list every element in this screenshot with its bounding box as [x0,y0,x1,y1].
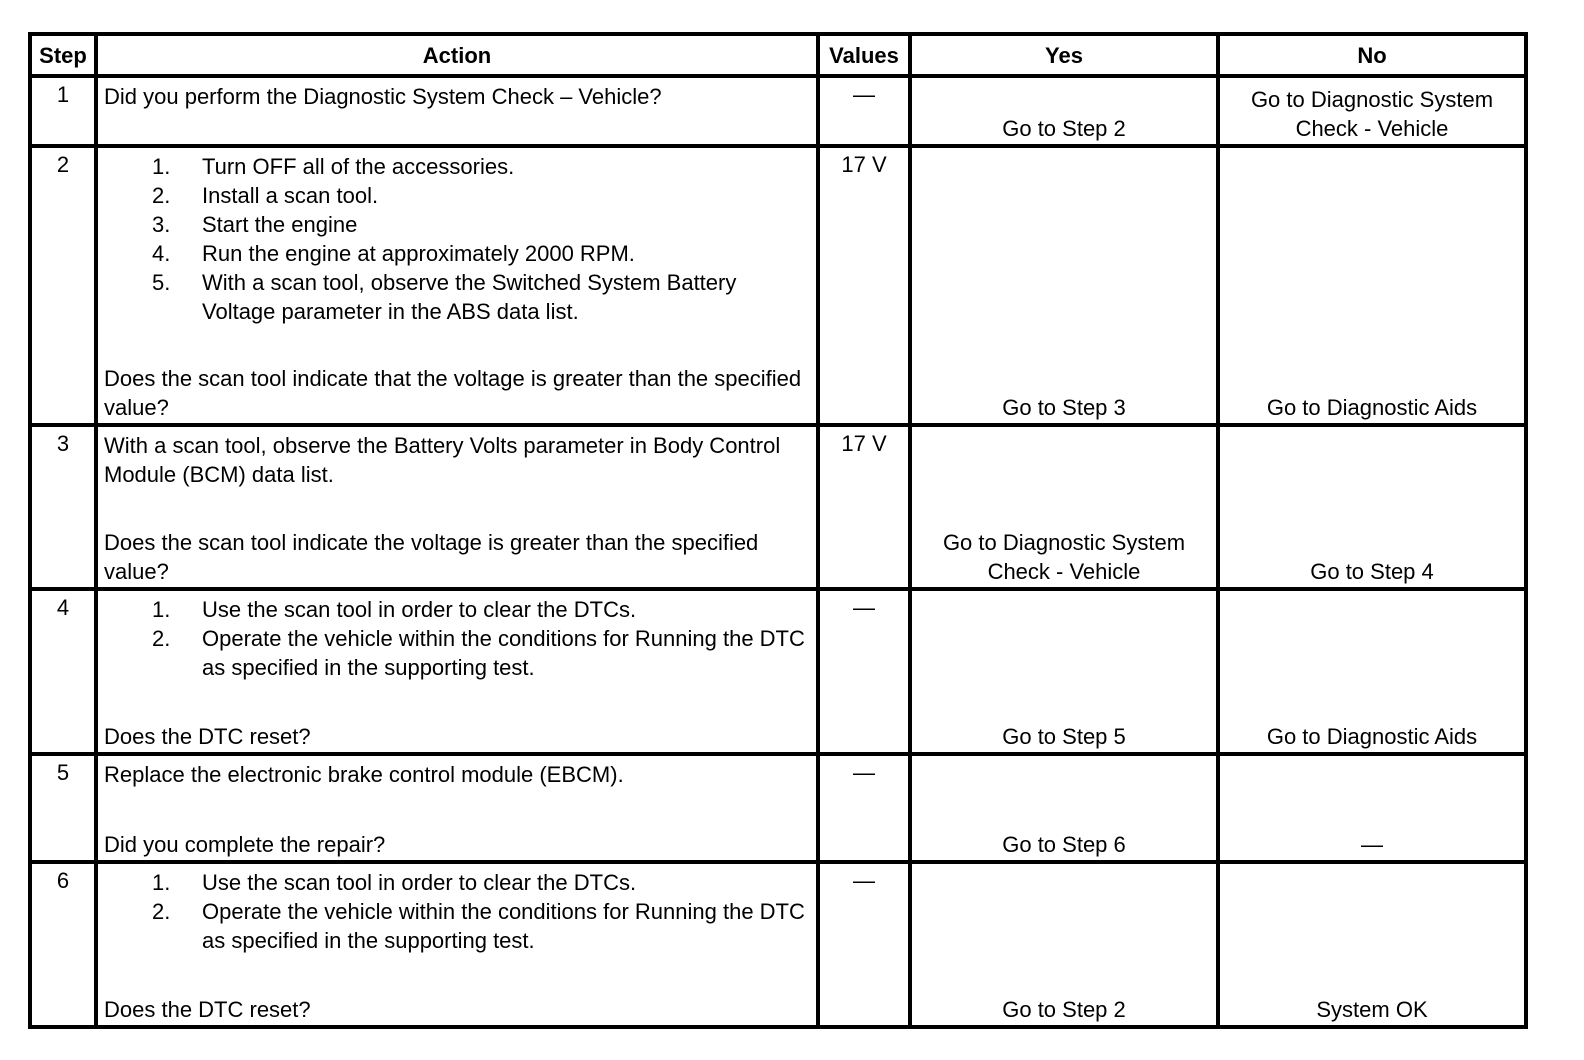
action-question: Does the scan tool indicate the voltage is greater than the specified value? [104,530,759,584]
list-item: 4. Run the engine at approximately 2000 RPM. [152,241,635,266]
yes-outcome: Go to Diagnostic System Check - Vehicle [942,530,1186,584]
no-cell [1218,146,1526,425]
yes-cell [910,754,1218,862]
no-outcome: Go to Diagnostic Aids [1266,724,1478,749]
no-cell [1218,76,1526,146]
yes-outcome: Go to Step 6 [1002,832,1126,857]
step-number: 5 [30,754,96,862]
table-row [30,76,1526,146]
yes-cell [910,862,1218,1027]
header-yes: Yes [910,34,1218,76]
header-action: Action [96,34,818,76]
action-text: Replace the electronic brake control module (EBCM). [104,762,624,787]
action-question: Does the DTC reset? [104,997,311,1022]
yes-cell [910,425,1218,589]
action-cell [96,76,818,146]
step-number: 4 [30,589,96,754]
action-question: Did you complete the repair? [104,832,386,857]
step-number: 3 [30,425,96,589]
step-number: 6 [30,862,96,1027]
no-outcome: System OK [1316,997,1428,1022]
action-cell [96,754,818,862]
header-values: Values [818,34,910,76]
diagnostic-table [28,32,1528,1029]
no-outcome: Go to Step 4 [1310,559,1434,584]
no-cell [1218,425,1526,589]
list-item: 2. Operate the vehicle within the conditions for Running the DTC as specified in the supporting test. [152,899,805,953]
value-cell: — [818,76,910,146]
instruction-list [104,868,810,955]
yes-outcome: Go to Step 5 [1002,724,1126,749]
instruction-list [104,152,810,326]
step-number: 1 [30,76,96,146]
list-item: 2. Operate the vehicle within the conditions for Running the DTC as specified in the supporting test. [152,626,805,680]
instruction-list [104,595,810,682]
value-cell: 17 V [818,146,910,425]
value-cell: — [818,754,910,862]
action-cell [96,146,818,425]
no-outcome: Go to Diagnostic Aids [1266,395,1478,420]
list-item: 3. Start the engine [152,212,358,237]
list-item: 1. Turn OFF all of the accessories. [152,154,515,179]
list-item: 1. Use the scan tool in order to clear the DTCs. [152,597,637,622]
yes-outcome: Go to Step 2 [1002,997,1126,1022]
value-cell: 17 V [818,425,910,589]
value-cell: — [818,589,910,754]
no-outcome: Go to Diagnostic System Check - Vehicle [1250,87,1494,141]
list-item: 1. Use the scan tool in order to clear the DTCs. [152,870,637,895]
table-row [30,589,1526,754]
no-outcome: — [1361,832,1383,857]
header-row [30,34,1526,76]
header-step: Step [30,34,96,76]
no-cell [1218,589,1526,754]
step-number: 2 [30,146,96,425]
action-text: Did you perform the Diagnostic System Check – Vehicle? [104,84,662,109]
action-cell [96,589,818,754]
header-no: No [1218,34,1526,76]
action-question: Does the scan tool indicate that the voltage is greater than the specified value? [104,366,802,420]
table-row [30,425,1526,589]
action-text: With a scan tool, observe the Battery Volts parameter in Body Control Module (BCM) data list. [104,433,781,487]
table-row [30,754,1526,862]
table-row [30,146,1526,425]
yes-outcome: Go to Step 3 [1002,395,1126,420]
no-cell [1218,862,1526,1027]
table-row [30,862,1526,1027]
action-question: Does the DTC reset? [104,724,311,749]
yes-cell [910,76,1218,146]
list-item: 5. With a scan tool, observe the Switched System Battery Voltage parameter in the ABS data list. [152,270,737,324]
yes-cell [910,589,1218,754]
value-cell: — [818,862,910,1027]
yes-outcome: Go to Step 2 [1002,116,1126,141]
action-cell [96,862,818,1027]
yes-cell [910,146,1218,425]
action-cell [96,425,818,589]
list-item: 2. Install a scan tool. [152,183,379,208]
no-cell [1218,754,1526,862]
